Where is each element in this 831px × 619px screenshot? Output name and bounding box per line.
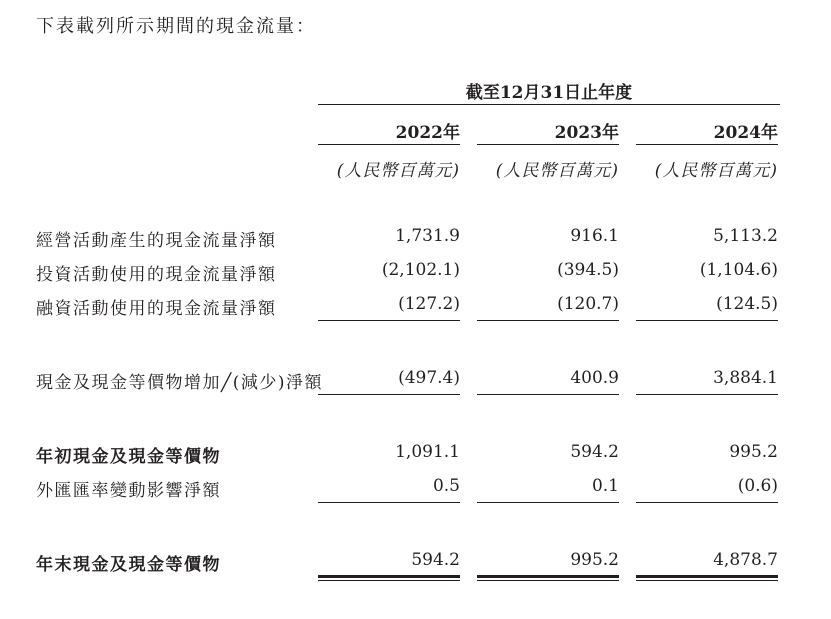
table-cell: (0.6): [737, 476, 778, 496]
subtotal-rule: [318, 502, 460, 503]
column-unit-2022: (人民幣百萬元): [336, 161, 460, 181]
subtotal-rule: [318, 320, 460, 321]
table-cell: 594.2: [411, 550, 460, 570]
column-year-2023: 2023年: [554, 123, 619, 143]
table-cell: (120.7): [557, 294, 619, 314]
total-double-rule: [477, 575, 619, 581]
subtotal-rule: [477, 502, 619, 503]
table-cell: (2,102.1): [381, 260, 460, 280]
row-label-operating: 經營活動產生的現金流量淨額: [36, 231, 277, 251]
table-cell: (1,104.6): [699, 260, 778, 280]
table-cell: 995.2: [570, 550, 619, 570]
subtotal-rule: [477, 394, 619, 395]
column-year-rule: [477, 144, 619, 145]
table-cell: 1,091.1: [395, 442, 460, 462]
row-label-fx-effect: 外匯匯率變動影響淨額: [36, 481, 221, 501]
period-header: 截至12月31日止年度: [465, 83, 633, 103]
column-year-2022: 2022年: [395, 123, 460, 143]
column-unit-2024: (人民幣百萬元): [654, 161, 778, 181]
table-cell: (127.2): [398, 294, 460, 314]
row-label-beginning-cash: 年初現金及現金等價物: [36, 447, 221, 467]
table-cell: (497.4): [398, 368, 460, 388]
row-label-net-change: 現金及現金等價物增加╱(減少)淨額: [36, 373, 323, 393]
total-double-rule: [318, 575, 460, 581]
column-year-rule: [318, 144, 460, 145]
column-unit-2023: (人民幣百萬元): [495, 161, 619, 181]
table-cell: 594.2: [570, 442, 619, 462]
table-cell: 3,884.1: [713, 368, 778, 388]
intro-text: 下表載列所示期間的現金流量：: [36, 16, 316, 37]
table-cell: 0.5: [432, 476, 460, 496]
table-cell: 916.1: [570, 226, 619, 246]
row-label-ending-cash: 年末現金及現金等價物: [36, 555, 221, 575]
table-cell: 1,731.9: [395, 226, 460, 246]
table-cell: 4,878.7: [713, 550, 778, 570]
row-label-financing: 融資活動使用的現金流量淨額: [36, 299, 277, 319]
subtotal-rule: [477, 320, 619, 321]
subtotal-rule: [636, 502, 778, 503]
table-cell: 5,113.2: [713, 226, 778, 246]
column-year-2024: 2024年: [713, 123, 778, 143]
column-year-rule: [636, 144, 778, 145]
table-cell: 0.1: [591, 476, 619, 496]
table-cell: (394.5): [557, 260, 619, 280]
table-cell: (124.5): [716, 294, 778, 314]
subtotal-rule: [636, 394, 778, 395]
total-double-rule: [636, 575, 778, 581]
row-label-investing: 投資活動使用的現金流量淨額: [36, 265, 277, 285]
table-cell: 400.9: [570, 368, 619, 388]
period-header-rule: [318, 104, 780, 105]
subtotal-rule: [636, 320, 778, 321]
table-cell: 995.2: [729, 442, 778, 462]
subtotal-rule: [318, 394, 460, 395]
